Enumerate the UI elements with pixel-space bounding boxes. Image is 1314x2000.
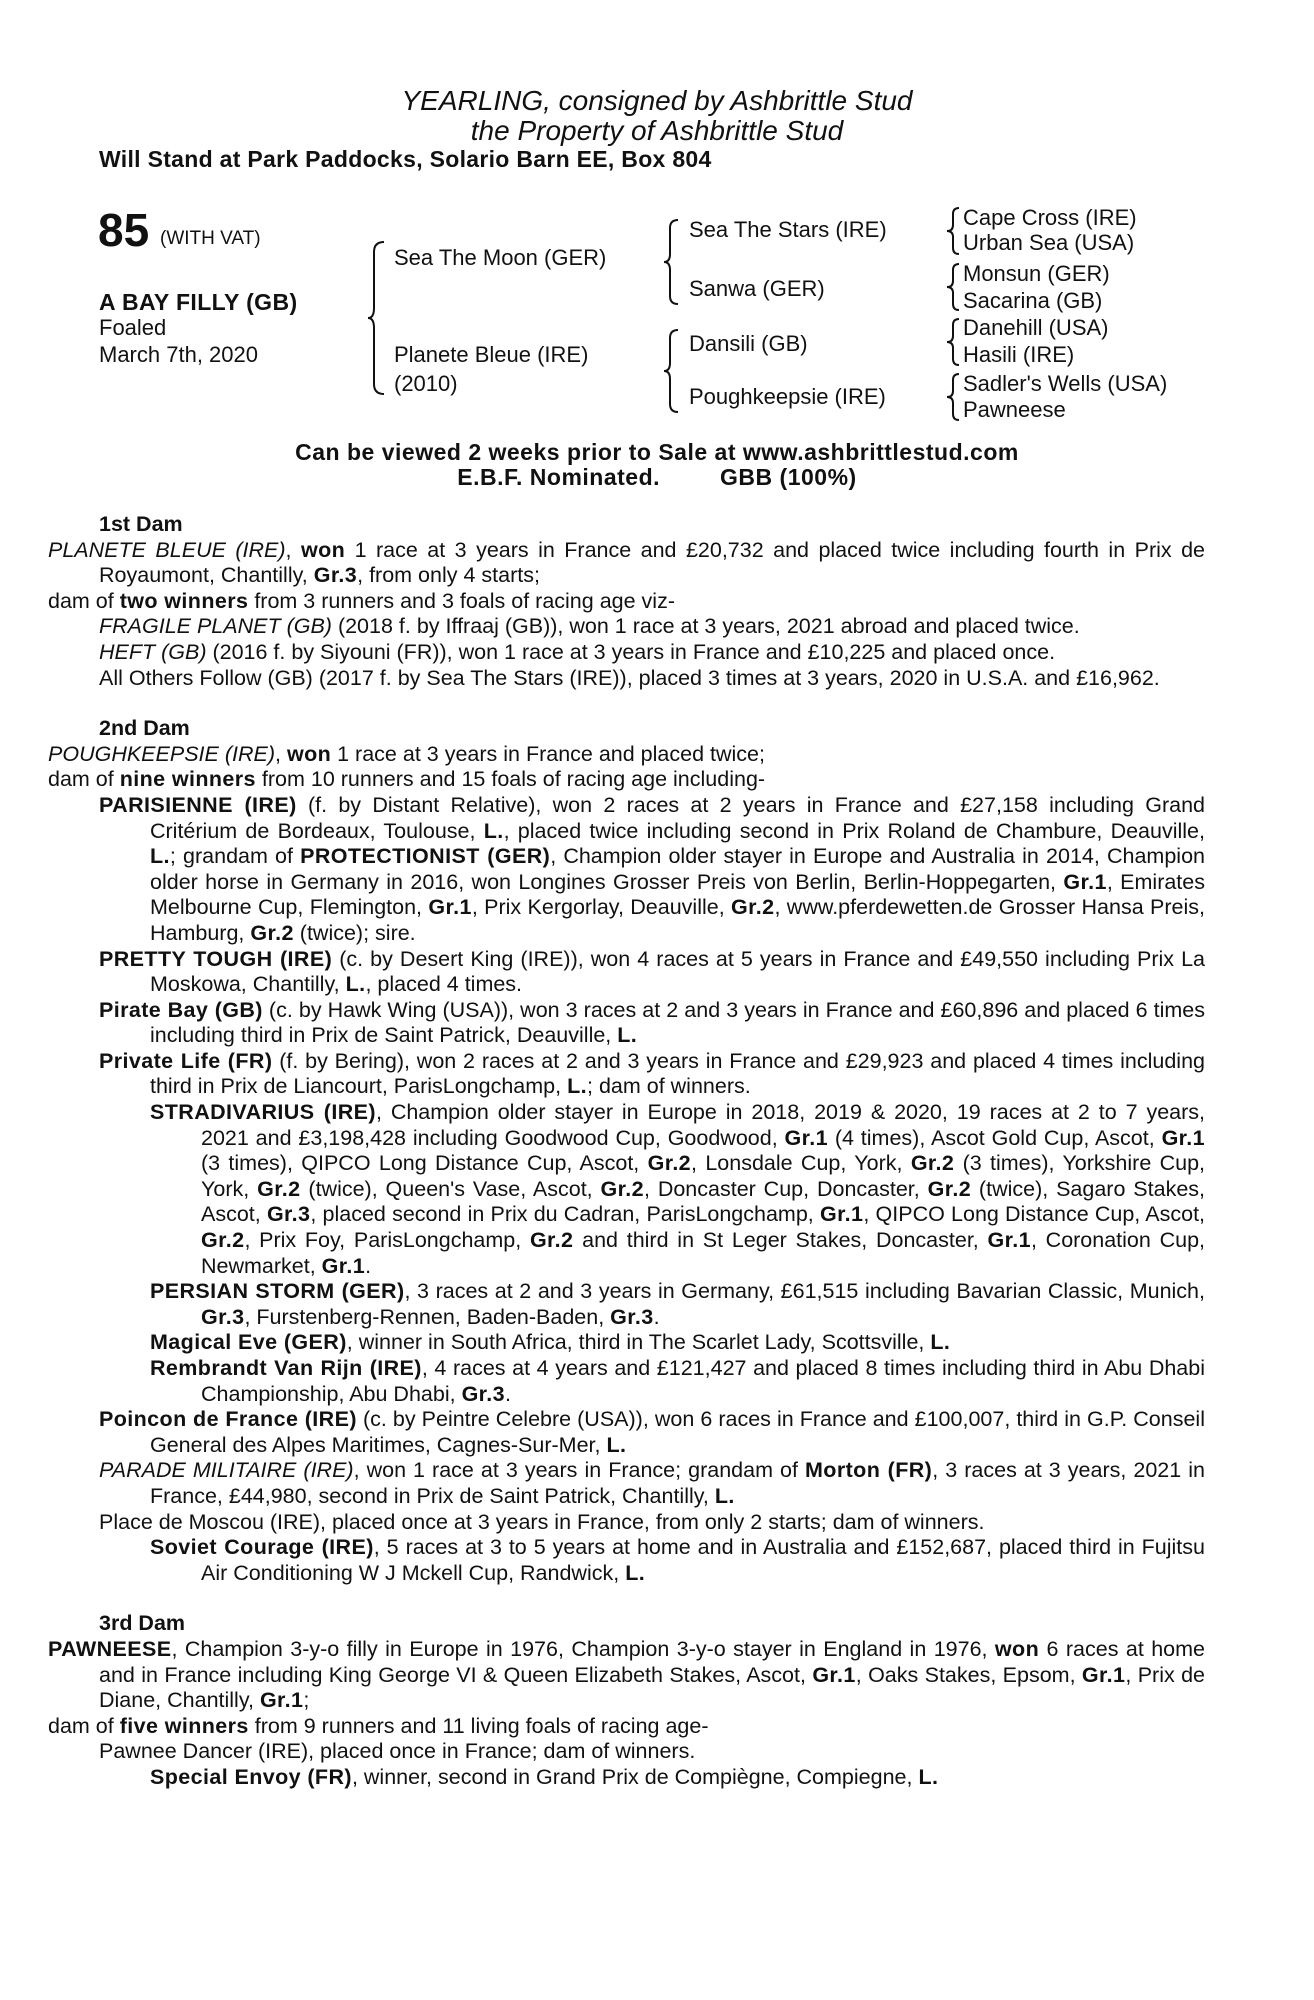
pedigree-entry [48,793,1205,947]
bold-text: won [994,1636,1040,1661]
entry-text: . [653,1304,660,1329]
dam-sections [48,512,1206,1791]
bold-text: Gr.2 [731,895,775,920]
bold-text: L. [617,1023,638,1048]
pedigree-entry [48,614,1205,640]
pedigree-dam-sire: Dansili (GB) [689,331,808,356]
bold-text: PERSIAN STORM (GER) [150,1279,405,1304]
italic-text: POUGHKEEPSIE (IRE) [48,741,275,766]
foaled-date: March 7th, 2020 [99,342,258,367]
entry-text: , Lonsdale Cup, York, [691,1151,911,1176]
bold-text: Gr.2 [600,1176,644,1201]
bold-text: Gr.2 [927,1176,972,1201]
stand-location: Will Stand at Park Paddocks, Solario Barn EE, Box 804 [99,146,712,172]
entry-text: 6 races at home and in France including King George VI & Queen Elizabeth Stakes, Ascot, [99,1636,1206,1687]
entry-text: (c. by Peintre Celebre (USA)), won 6 races in France and £100,007, third in G.P. Conseil General des Alpes Maritimes, Cagnes-Sur-Mer, [150,1407,1205,1457]
entry-text: , Champion older stayer in Europe in 2018, 2019 & 2020, 19 races at 2 to 7 years, 2021 and £3,198,428 including Goodwood Cup, Goodwood, [201,1100,1206,1150]
entry-text: All Others Follow (GB) (2017 f. by Sea The Stars (IRE)), placed 3 times at 3 years, 2020 in U.S.A. and £16,962. [99,665,1160,690]
pedigree-entry [48,666,1205,692]
entry-text: Pawnee Dancer (IRE), placed once in France; dam of winners. [99,1739,696,1764]
bold-text: L. [930,1330,951,1355]
bold-text: Gr.3 [201,1304,245,1329]
lot-property: the Property of Ashbrittle Stud [470,115,844,146]
bold-text: Gr.1 [812,1662,856,1687]
italic-text: PLANETE BLEUE (IRE) [48,537,286,562]
pedigree-entry [48,589,1205,615]
bold-text: Gr.1 [819,1202,864,1227]
pedigree-entry [48,742,1205,768]
bold-text: won [300,537,346,562]
entry-text: , 3 races at 2 and 3 years in Germany, £61,515 including Bavarian Classic, Munich, [404,1279,1205,1304]
entry-text: , winner, second in Grand Prix de Compiègne, Compiegne, [351,1764,919,1789]
entry-text: , Emirates Melbourne Cup, Flemington, [150,869,1205,920]
entry-text: (2018 f. by Iffraaj (GB)), won 1 race at 3 years, 2021 abroad and placed twice. [331,614,1080,639]
bold-text: Gr.1 [428,895,472,920]
bold-text: Gr.2 [257,1176,301,1201]
bold-text: Gr.1 [1063,869,1107,894]
bold-text: L. [567,1074,587,1099]
entry-text: , Prix Kergorlay, Deauville, [471,895,732,920]
pedigree-entry [48,1356,1205,1407]
bold-text: STRADIVARIUS (IRE) [150,1100,376,1125]
pedigree-entry [48,1100,1205,1279]
entry-text: and third in St Leger Stakes, Doncaster, [573,1228,988,1253]
entry-text: dam of [48,1713,120,1738]
entry-text: 1 race at 3 years in France and £20,732 and placed twice including fourth in Prix de Royaumont, Chantilly, [99,537,1205,588]
bold-text: Gr.1 [321,1253,366,1278]
bold-text: Special Envoy (FR) [150,1764,352,1789]
entry-text: , Furstenberg-Rennen, Baden-Baden, [244,1304,611,1329]
bold-text: Morton (FR) [805,1458,933,1483]
pedigree-brace-icon [945,262,963,312]
pedigree-sire: Sea The Moon (GER) [394,245,607,270]
pedigree-sss: Cape Cross (IRE) [963,205,1137,230]
entry-text: dam of [48,588,120,613]
bold-text: PARISIENNE (IRE) [99,792,297,817]
entry-text: (2016 f. by Siyouni (FR)), won 1 race at 3 years in France and £10,225 and placed once. [206,639,1056,664]
bold-text: L. [483,818,504,843]
pedigree-brace-icon [945,206,963,256]
entry-text: ; [303,1688,310,1713]
bold-text: Gr.1 [987,1228,1031,1253]
entry-text: , Oaks Stakes, Epsom, [855,1662,1082,1687]
bold-text: L. [345,972,366,997]
entry-text: , [275,741,287,766]
bold-text: Gr.3 [266,1202,311,1227]
bold-text: PROTECTIONIST (GER) [300,844,551,869]
bold-text: Gr.1 [1081,1662,1126,1687]
entry-text: , 3 races at 3 years, 2021 in France, £44,980, second in Prix de Saint Patrick, Chantilly, [150,1458,1205,1508]
pedigree-dam-year: (2010) [394,371,458,396]
entry-text: , Prix Foy, ParisLongchamp, [244,1228,530,1253]
pedigree-sdd: Sacarina (GB) [963,288,1103,313]
entry-text: , placed second in Prix du Cadran, ParisLongchamp, [310,1202,820,1227]
bold-text: Gr.2 [910,1151,955,1176]
entry-text: , QIPCO Long Distance Cup, Ascot, [863,1202,1206,1227]
entry-text: ; dam of winners. [587,1074,751,1099]
pedigree-entry [48,1765,1205,1791]
pedigree-entry [48,1535,1205,1586]
bold-text: won [286,741,332,766]
entry-text: . [505,1381,511,1406]
bold-text: Gr.1 [259,1688,304,1713]
pedigree-ssd: Urban Sea (USA) [963,230,1135,255]
bold-text: PRETTY TOUGH (IRE) [99,946,333,971]
entry-text: , won 1 race at 3 years in France; grandam of [353,1458,805,1483]
entry-text: , winner in South Africa, third in The Scarlet Lady, Scottsville, [346,1330,931,1355]
entry-text: ; grandam of [169,844,301,869]
pedigree-brace-icon [662,218,682,306]
entry-text: (4 times), Ascot Gold Cup, Ascot, [827,1125,1162,1150]
pedigree-entry [48,947,1205,998]
pedigree-brace-icon [366,240,388,396]
pedigree-entry [48,1458,1205,1509]
section-title: 2nd Dam [99,716,190,741]
pedigree-entry [48,1279,1205,1330]
pedigree-brace-icon [662,328,682,414]
pedigree-sds: Monsun (GER) [963,261,1110,286]
entry-text: , 4 races at 4 years and £121,427 and placed 8 times including third in Abu Dhabi Championship, Abu Dhabi, [201,1356,1205,1406]
entry-text: , Champion 3-y-o filly in Europe in 1976, Champion 3-y-o stayer in England in 1976, [171,1636,995,1661]
bold-text: L. [918,1764,939,1789]
section-title: 3rd Dam [99,1611,186,1636]
bold-text: Gr.1 [1161,1125,1205,1150]
entry-text: , Coronation Cup, Newmarket, [201,1228,1206,1278]
pedigree-entry [48,998,1205,1049]
entry-text: , Champion older stayer in Europe and Australia in 2014, Champion older horse in Germany in 2016, won Longines Grosser Preis von Berlin, Berlin-Hoppegarten, [150,844,1205,894]
bold-text: Gr.2 [250,920,294,945]
pedigree-entry [48,538,1205,589]
bold-text: Gr.3 [313,563,358,588]
pedigree-sire-dam: Sanwa (GER) [689,276,825,301]
entry-text: (3 times), Yorkshire Cup, York, [201,1151,1206,1201]
entry-text: (c. by Desert King (IRE)), won 4 races at 5 years in France and £49,550 including Prix La Moskowa, Chantilly, [150,946,1205,997]
bold-text: Gr.2 [647,1151,692,1176]
lot-heading: YEARLING, consigned by Ashbrittle Stud [401,85,913,116]
pedigree-entry [48,1510,1205,1536]
entry-text: (twice), Sagaro Stakes, Ascot, [201,1176,1205,1227]
bold-text: five winners [119,1713,249,1738]
entry-text: (f. by Distant Relative), won 2 races at 2 years in France and £27,158 including Grand Critérium de Bordeaux, Toulouse, [150,792,1206,843]
bold-text: L. [625,1560,646,1585]
pedigree-sire-sire: Sea The Stars (IRE) [689,217,887,242]
entry-text: (f. by Bering), won 2 races at 2 and 3 years in France and £29,923 and placed 4 times including third in Prix de Liancourt, ParisLongchamp, [150,1048,1205,1099]
viewing-note: Can be viewed 2 weeks prior to Sale at www.ashbrittlestud.com [295,439,1019,465]
entry-text: (twice); sire. [293,920,416,945]
entry-text: . [365,1253,372,1278]
pedigree-entry [48,1407,1205,1458]
pedigree-entry [48,1637,1205,1714]
bold-text: Gr.2 [529,1228,574,1253]
pedigree-dss: Danehill (USA) [963,315,1109,340]
entry-text: , placed twice including second in Prix Roland de Chambure, Deauville, [503,818,1205,843]
pedigree-dam-dam: Poughkeepsie (IRE) [689,384,886,409]
pedigree-entry [48,1049,1205,1100]
bold-text: Pirate Bay (GB) [99,997,263,1022]
bold-text: L. [606,1432,627,1457]
pedigree-entry [48,1714,1205,1740]
bold-text: Gr.3 [610,1304,654,1329]
horse-name: A BAY FILLY (GB) [99,289,298,315]
entry-text: from 10 runners and 15 foals of racing age including- [255,767,766,792]
entry-text: , placed 4 times. [365,972,523,997]
bold-text: L. [150,844,170,869]
entry-text: , Prix de Diane, Chantilly, [99,1662,1205,1713]
entry-text: (twice), Queen's Vase, Ascot, [300,1176,601,1201]
bold-text: Poincon de France (IRE) [99,1407,357,1432]
entry-text: from 9 runners and 11 living foals of racing age- [248,1713,709,1738]
entry-text: , from only 4 starts; [357,563,540,588]
pedigree-dds: Sadler's Wells (USA) [963,371,1168,396]
italic-text: HEFT (GB) [99,639,207,664]
bold-text: Gr.1 [784,1125,828,1150]
pedigree-dam: Planete Bleue (IRE) [394,342,589,367]
bold-text: PAWNEESE [48,1636,172,1661]
pedigree-entry [48,767,1205,793]
entry-text: , Doncaster Cup, Doncaster, [643,1176,928,1201]
pedigree-brace-icon [945,317,963,367]
pedigree-dsd: Hasili (IRE) [963,342,1075,367]
bold-text: Rembrandt Van Rijn (IRE) [150,1356,422,1380]
entry-text: dam of [48,767,120,792]
lot-number: 85 [98,204,150,256]
pedigree-entry [48,1330,1205,1356]
foaled-label: Foaled [99,315,167,340]
entry-text: (3 times), QIPCO Long Distance Cup, Ascot, [201,1151,648,1176]
gbb-note: GBB (100%) [720,464,857,490]
pedigree-entry [48,1739,1205,1765]
italic-text: FRAGILE PLANET (GB) [99,614,332,639]
entry-text: , www.pferdewetten.de Grosser Hansa Preis, Hamburg, [150,895,1205,945]
bold-text: Gr.2 [201,1228,245,1253]
pedigree-ddd: Pawneese [963,397,1066,422]
entry-text: , 5 races at 3 to 5 years at home and in Australia and £152,687, placed third in Fujitsu Air Conditioning W J Mckell Cup, Randwick, [201,1535,1205,1585]
pedigree-brace-icon [945,372,963,422]
ebf-note: E.B.F. Nominated. [457,464,661,490]
entry-text: (c. by Hawk Wing (USA)), won 3 races at 2 and 3 years in France and £60,896 and placed 6 times including third in Prix de Saint Patrick, Deauville, [150,997,1205,1048]
pedigree-entry [48,640,1205,666]
bold-text: two winners [119,588,249,613]
bold-text: nine winners [119,767,256,792]
entry-text: from 3 runners and 3 foals of racing age viz- [248,588,675,613]
bold-text: Soviet Courage (IRE) [150,1535,374,1560]
vat-note: (WITH VAT) [160,228,261,249]
entry-text: 1 race at 3 years in France and placed twice; [331,741,765,766]
italic-text: PARADE MILITAIRE (IRE) [99,1458,354,1483]
bold-text: Gr.3 [461,1381,505,1406]
entry-text: Place de Moscou (IRE), placed once at 3 years in France, from only 2 starts; dam of winners. [99,1509,985,1534]
entry-text: , [285,537,301,562]
section-title: 1st Dam [99,512,183,536]
bold-text: L. [714,1483,735,1508]
nomination-line [0,465,1314,490]
bold-text: Private Life (FR) [99,1048,273,1073]
bold-text: Magical Eve (GER) [150,1330,347,1355]
